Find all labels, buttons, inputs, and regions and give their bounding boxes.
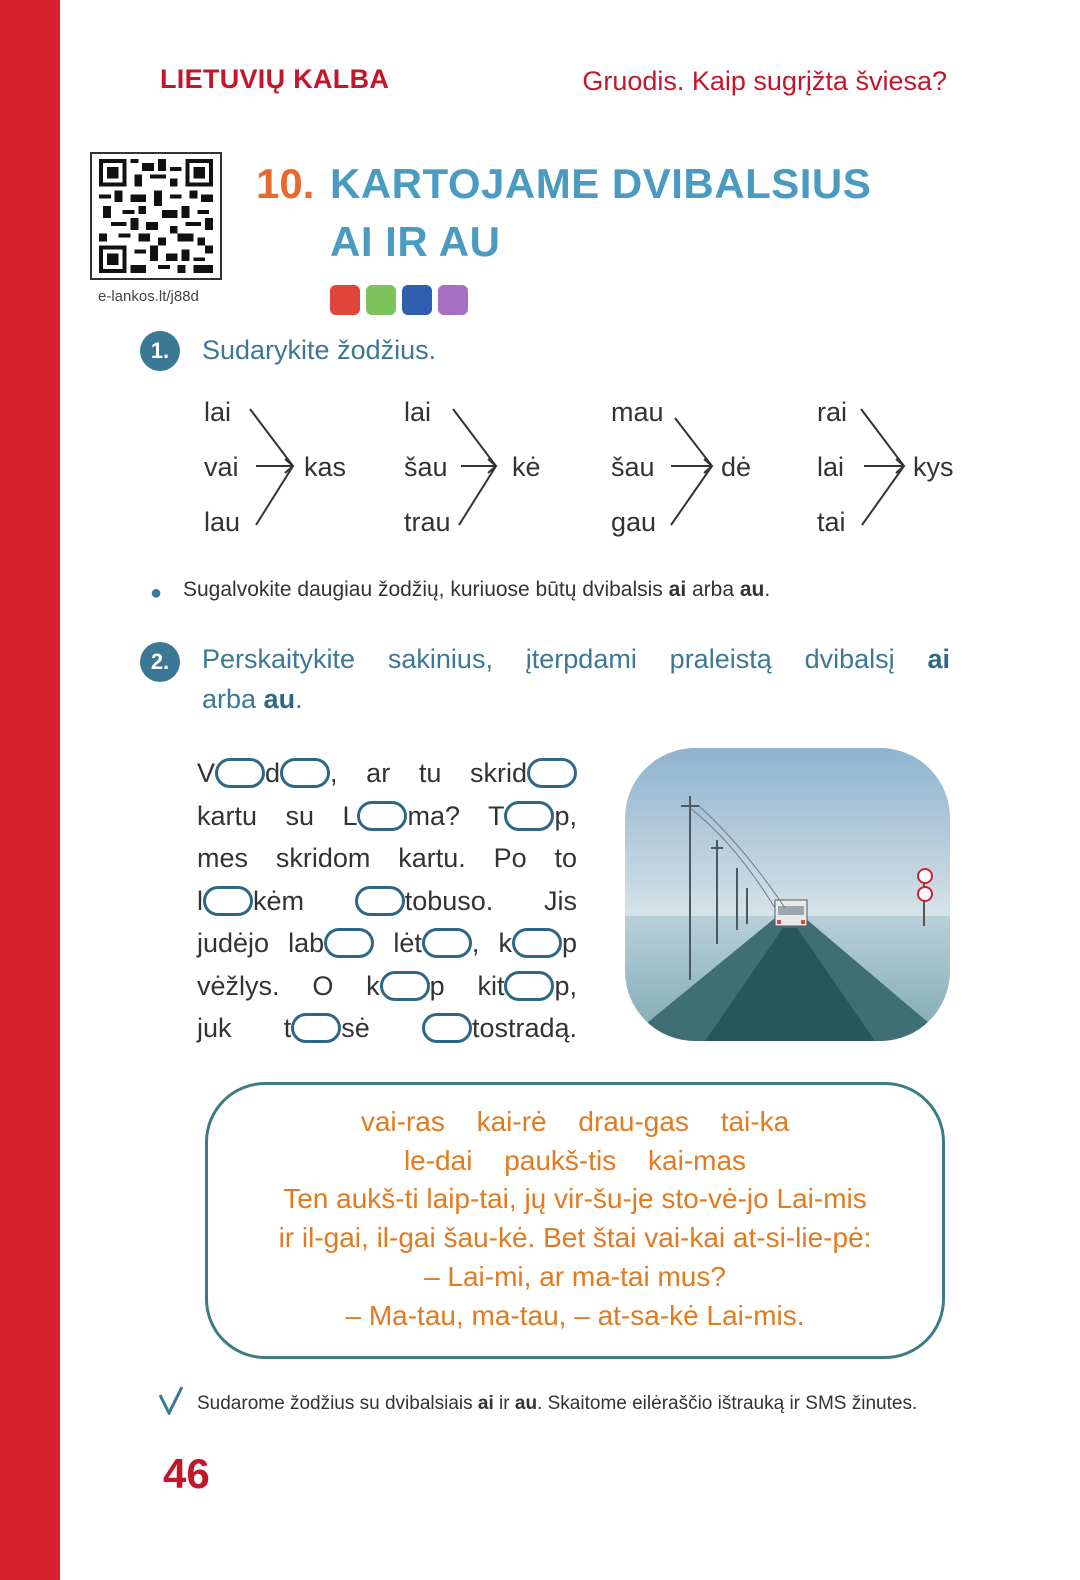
group2-ending: kė [512, 452, 541, 482]
qr-url[interactable]: e-lankos.lt/j88d [98, 288, 199, 305]
blank-oval[interactable] [280, 758, 330, 788]
qr-code-icon [97, 159, 215, 273]
task1-number: 1. [140, 331, 180, 371]
poem-line4: ir il-gai, il-gai šau-kė. Bet štai vai-kai at-si-lie-pė: [278, 1222, 872, 1254]
fill-text-fragment: kėm [253, 885, 355, 916]
fill-text-fragment: d [265, 758, 281, 788]
fill-text-line [197, 880, 577, 923]
group4-start-3: tai [817, 507, 846, 537]
fill-text-fragment: lėt [374, 928, 422, 958]
arrow-group1 [250, 409, 293, 525]
fill-in-text [197, 752, 577, 1050]
group1-start-3: lau [204, 507, 241, 537]
poem-row2 [208, 1142, 942, 1181]
blank-oval[interactable] [355, 886, 405, 916]
group2-start-1: lai [404, 397, 432, 427]
group4-start-2: lai [817, 452, 845, 482]
fill-text-fragment: kartu su L [197, 800, 358, 831]
poem-word: vai-ras [360, 1106, 445, 1137]
lesson-number: 10. [256, 160, 315, 207]
bullet-icon: ● [150, 582, 163, 604]
fill-text-fragment: ma? T [407, 800, 505, 831]
fill-text-fragment: , k [471, 928, 512, 958]
group3-start-3: gau [611, 507, 657, 537]
fill-text-fragment: mes skridom kartu. Po to [197, 843, 577, 873]
color-square [438, 285, 468, 315]
fill-text-fragment: tobuso. Jis [404, 885, 577, 916]
blank-oval[interactable] [357, 801, 407, 831]
blank-oval[interactable] [512, 928, 562, 958]
fill-text-fragment: vėžlys. O k [197, 970, 380, 1001]
task1-extra: Sugalvokite daugiau žodžių, kuriuose būtų dvibalsis ai arba au. [183, 578, 771, 601]
task2-number: 2. [140, 642, 180, 682]
group1-ending: kas [304, 452, 347, 482]
color-square [366, 285, 396, 315]
task2-instruction-line1: Perskaitykite sakinius, įterpdami praleistą dvibalsį ai [202, 644, 950, 674]
fill-text-fragment: tostradą. [471, 1013, 577, 1043]
fill-text-line [197, 752, 577, 795]
check-icon [158, 1385, 184, 1424]
fill-text-line [197, 1007, 577, 1050]
group4-ending: kys [913, 452, 954, 482]
group1-start-1: lai [204, 397, 232, 427]
fill-text-fragment: l [197, 885, 203, 916]
lesson-title-line1: KARTOJAME DVIBALSIUS [330, 160, 872, 207]
fill-text-fragment: judėjo lab [197, 928, 325, 958]
page-edge-bar [0, 0, 60, 1580]
fill-text-line [197, 837, 577, 880]
blank-oval[interactable] [380, 971, 430, 1001]
fill-text-line [197, 965, 577, 1008]
poem-line5: – Lai-mi, ar ma-tai mus? [424, 1260, 726, 1292]
group1-start-2: vai [204, 452, 239, 482]
color-square [330, 285, 360, 315]
syllable-poem-box [205, 1082, 945, 1359]
poem-word: tai-ka [720, 1106, 790, 1137]
poem-word: kai-mas [648, 1144, 747, 1176]
poem-row1 [208, 1103, 942, 1142]
arrow-group2 [453, 409, 496, 525]
poem-word: le-dai [403, 1144, 473, 1176]
fill-text-fragment: , ar tu skrid [330, 758, 527, 788]
fill-text-fragment: juk t [197, 1013, 292, 1043]
group3-start-2: šau [611, 452, 655, 482]
qr-code[interactable] [90, 152, 222, 280]
blank-oval[interactable] [504, 801, 554, 831]
lesson-title-line2: AI IR AU [330, 218, 501, 265]
blank-oval[interactable] [324, 928, 374, 958]
poem-line6: – Ma-tau, ma-tau, – at-sa-kė Lai-mis. [345, 1299, 805, 1331]
poem-word: drau-gas [578, 1106, 689, 1137]
arrow-group4 [861, 409, 904, 525]
group2-start-3: trau [404, 507, 451, 537]
chapter-header: Gruodis. Kaip sugrįžta šviesa? [582, 66, 947, 96]
group3-start-1: mau [611, 397, 664, 427]
color-square [402, 285, 432, 315]
blank-oval[interactable] [504, 971, 554, 1001]
blank-oval[interactable] [527, 758, 577, 788]
group3-ending: dė [721, 452, 752, 482]
subject-header: LIETUVIŲ KALBA [160, 64, 390, 94]
fill-text-line [197, 795, 577, 838]
fill-text-fragment: sė [341, 1013, 422, 1043]
arrow-group3 [671, 418, 712, 525]
blank-oval[interactable] [291, 1013, 341, 1043]
fill-text-fragment: p [561, 928, 577, 958]
difficulty-squares [330, 285, 468, 315]
fill-text-fragment: p, [554, 800, 578, 831]
group4-start-1: rai [817, 397, 848, 427]
fill-text-fragment: p kit [429, 970, 505, 1001]
blank-oval[interactable] [215, 758, 265, 788]
poem-word: kai-rė [476, 1106, 547, 1137]
blank-oval[interactable] [203, 886, 253, 916]
task2-instruction-line2: arba au. [202, 684, 303, 714]
poem-word: paukš-tis [504, 1144, 617, 1176]
fill-text-line [197, 922, 577, 965]
fill-text-fragment: V [197, 758, 216, 788]
fill-text-fragment: p, [554, 970, 577, 1001]
task1-instruction: Sudarykite žodžius. [202, 335, 437, 365]
lesson-summary: Sudarome žodžius su dvibalsiais ai ir au. Skaitome eilėraščio ištrauką ir SMS žinutes. [197, 1393, 918, 1414]
page-number: 46 [163, 1450, 210, 1497]
blank-oval[interactable] [422, 1013, 472, 1043]
blank-oval[interactable] [422, 928, 472, 958]
group2-start-2: šau [404, 452, 448, 482]
foggy-road-photo [625, 748, 950, 1041]
poem-line3: Ten aukš-ti laip-tai, jų vir-šu-je sto-vė-jo Lai-mis [283, 1183, 867, 1215]
